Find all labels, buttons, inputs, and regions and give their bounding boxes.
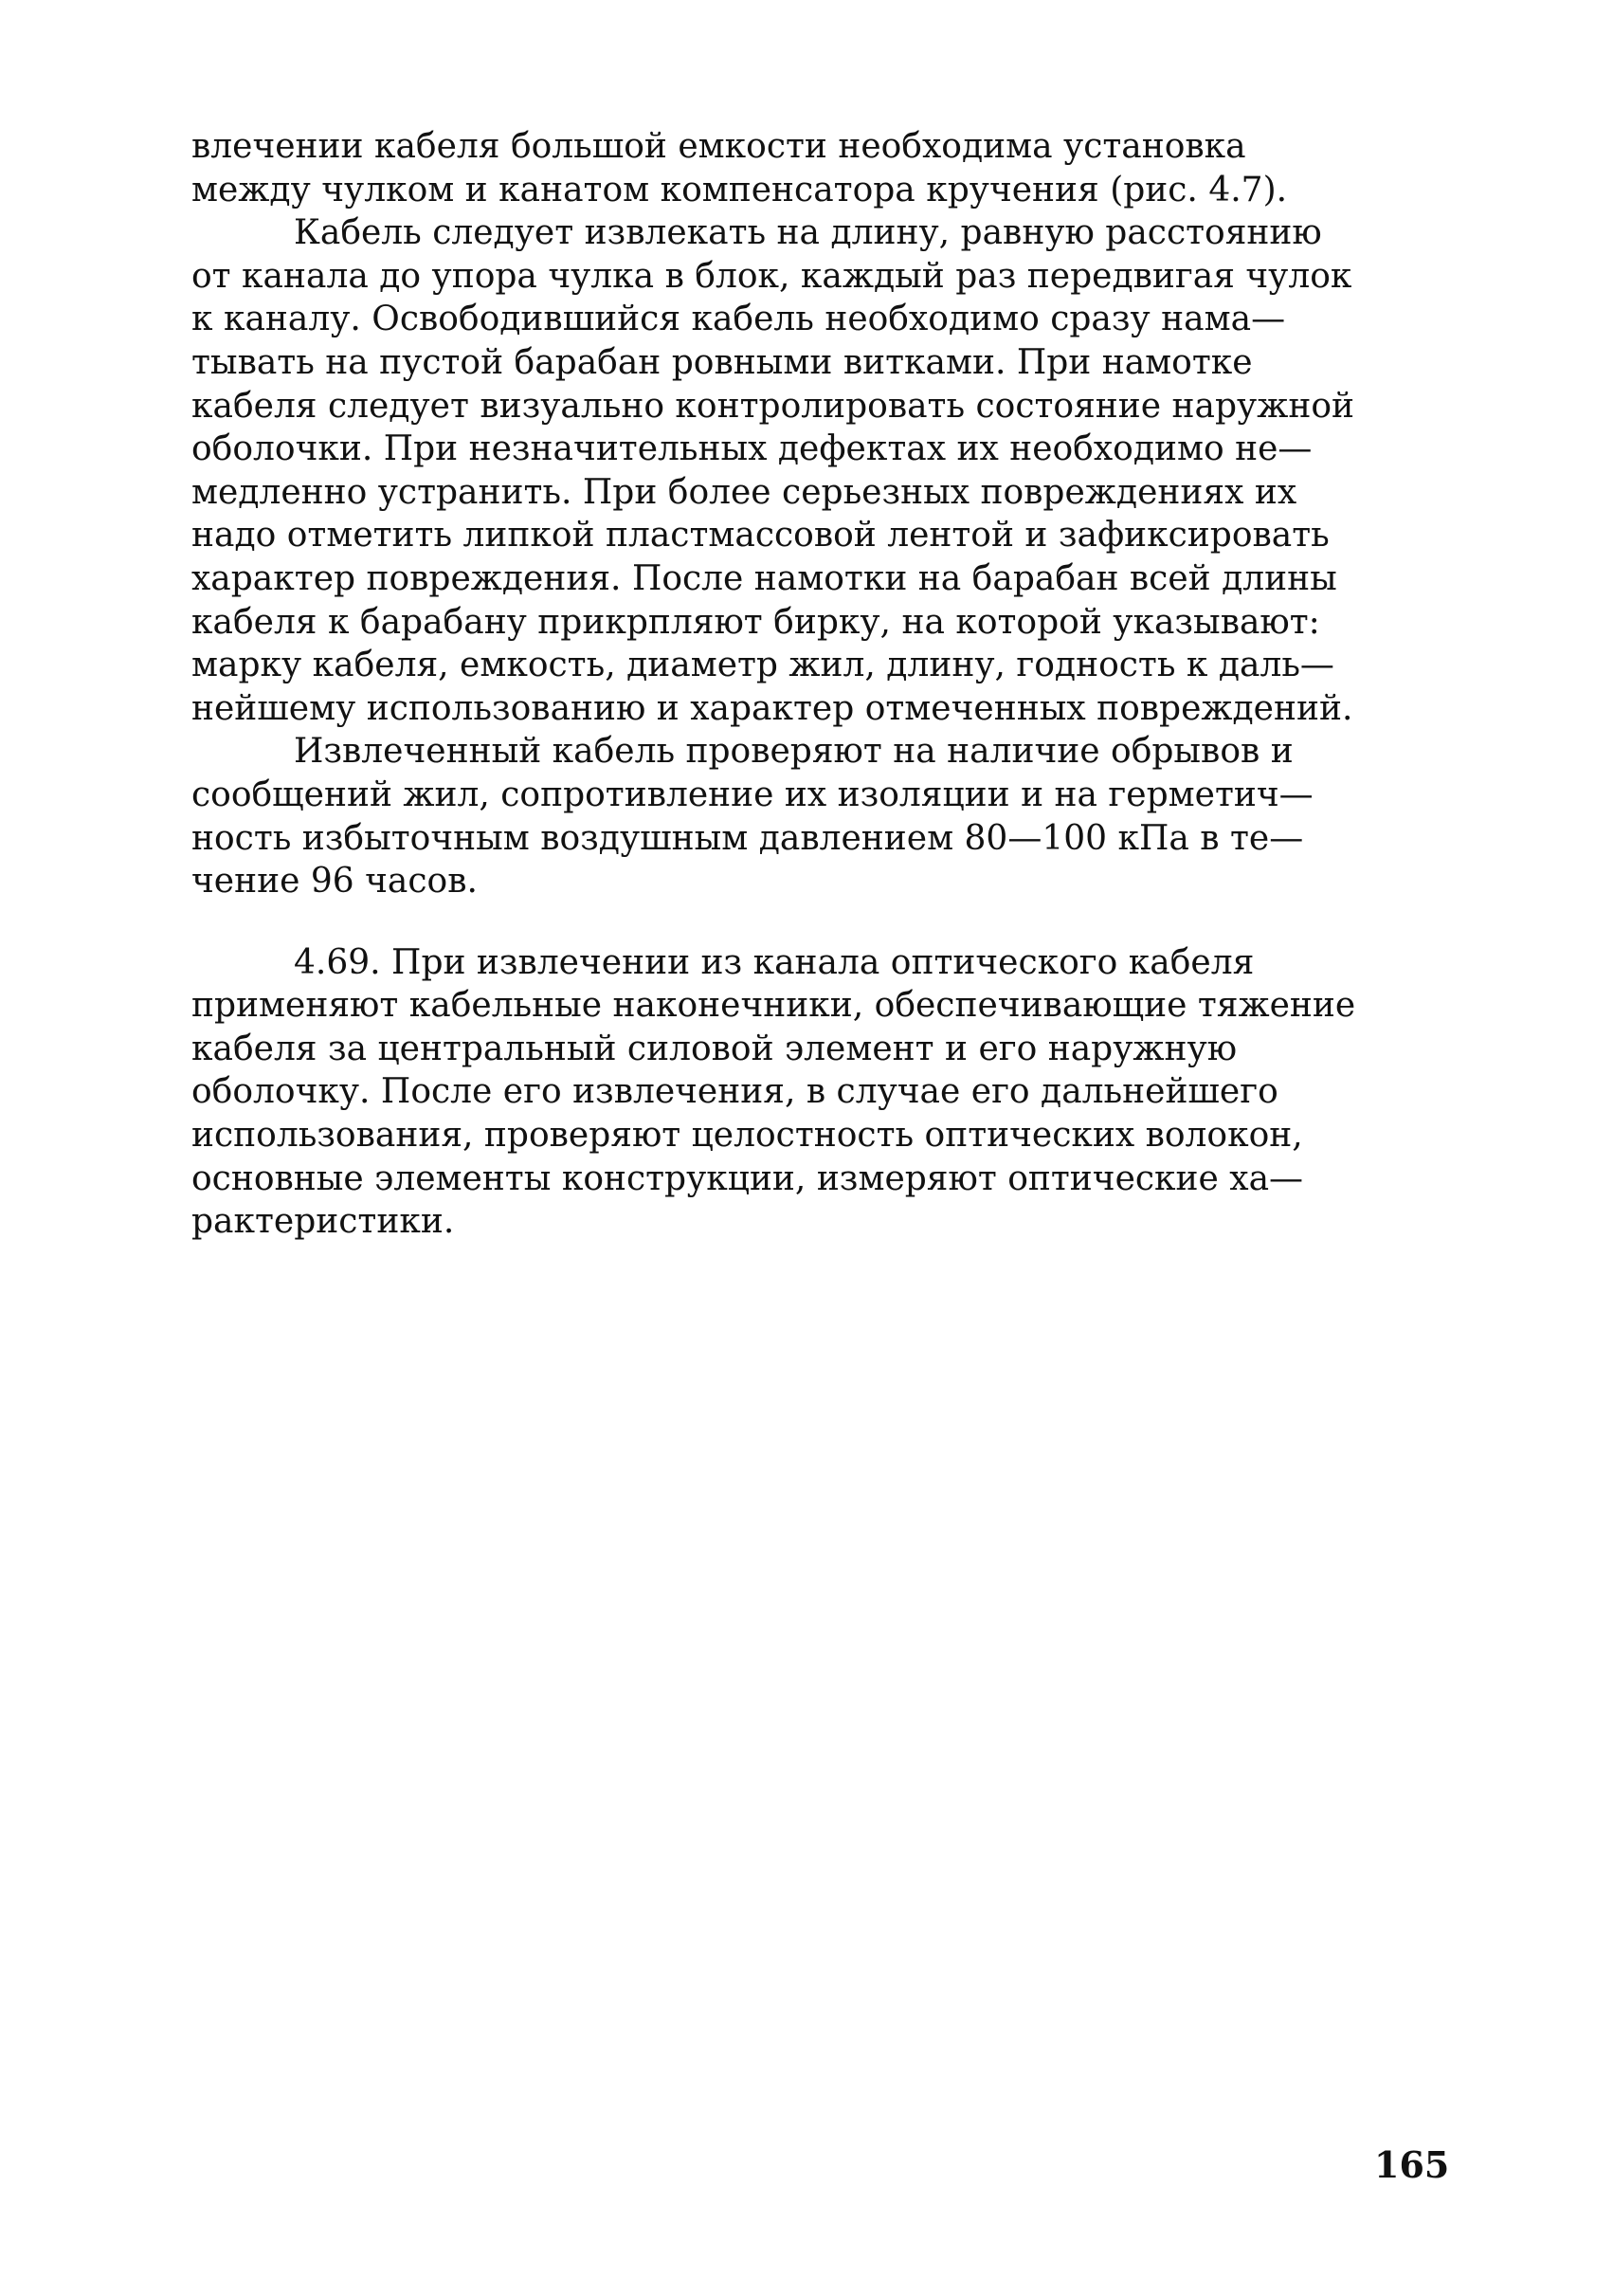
paragraph-section-4-69: 4.69. При извлечении из канала оптического кабеля применяют кабельные наконечники, обеспечивающие тяжение кабеля за центральный силовой элемент и его наружную оболочку. После его извлечения, в случае его дальнейшего использования, проверяют целостность оптических волокон, основные элементы конструкции, измеряют оптические ха— рактеристики.: [191, 942, 1356, 1242]
page-number: 165: [1374, 2143, 1450, 2186]
body-text: [191, 125, 1439, 1244]
paragraph-cable-testing: Извлеченный кабель проверяют на наличие обрывов и сообщений жил, сопротивление их изоляции и на герметич— ность избыточным воздушным давлением 80—100 кПа в те— чение 96 часов.: [191, 732, 1314, 902]
paragraph-continuation: влечении кабеля большой емкости необходима установка между чулком и канатом компенсатора кручения (рис. 4.7).: [191, 127, 1288, 210]
paragraph-cable-extraction: Кабель следует извлекать на длину, равную расстоянию от канала до упора чулка в блок, каждый раз передвигая чулок к каналу. Освободившийся кабель необходимо сразу нама— тывать на пустой барабан ровными витками. При намотке кабеля следует визуально контролировать состояние наружной оболочки. При незначительных дефектах их необходимо не— медленно устранить. При более серьезных повреждениях их надо отметить липкой пластмассовой лентой и зафиксировать характер повреждения. После намотки на барабан всей длины кабеля к барабану прикрпляют бирку, на которой указывают: марку кабеля, емкость, диаметр жил, длину, годность к даль— нейшему использованию и характер отмеченных повреждений.: [191, 213, 1355, 728]
